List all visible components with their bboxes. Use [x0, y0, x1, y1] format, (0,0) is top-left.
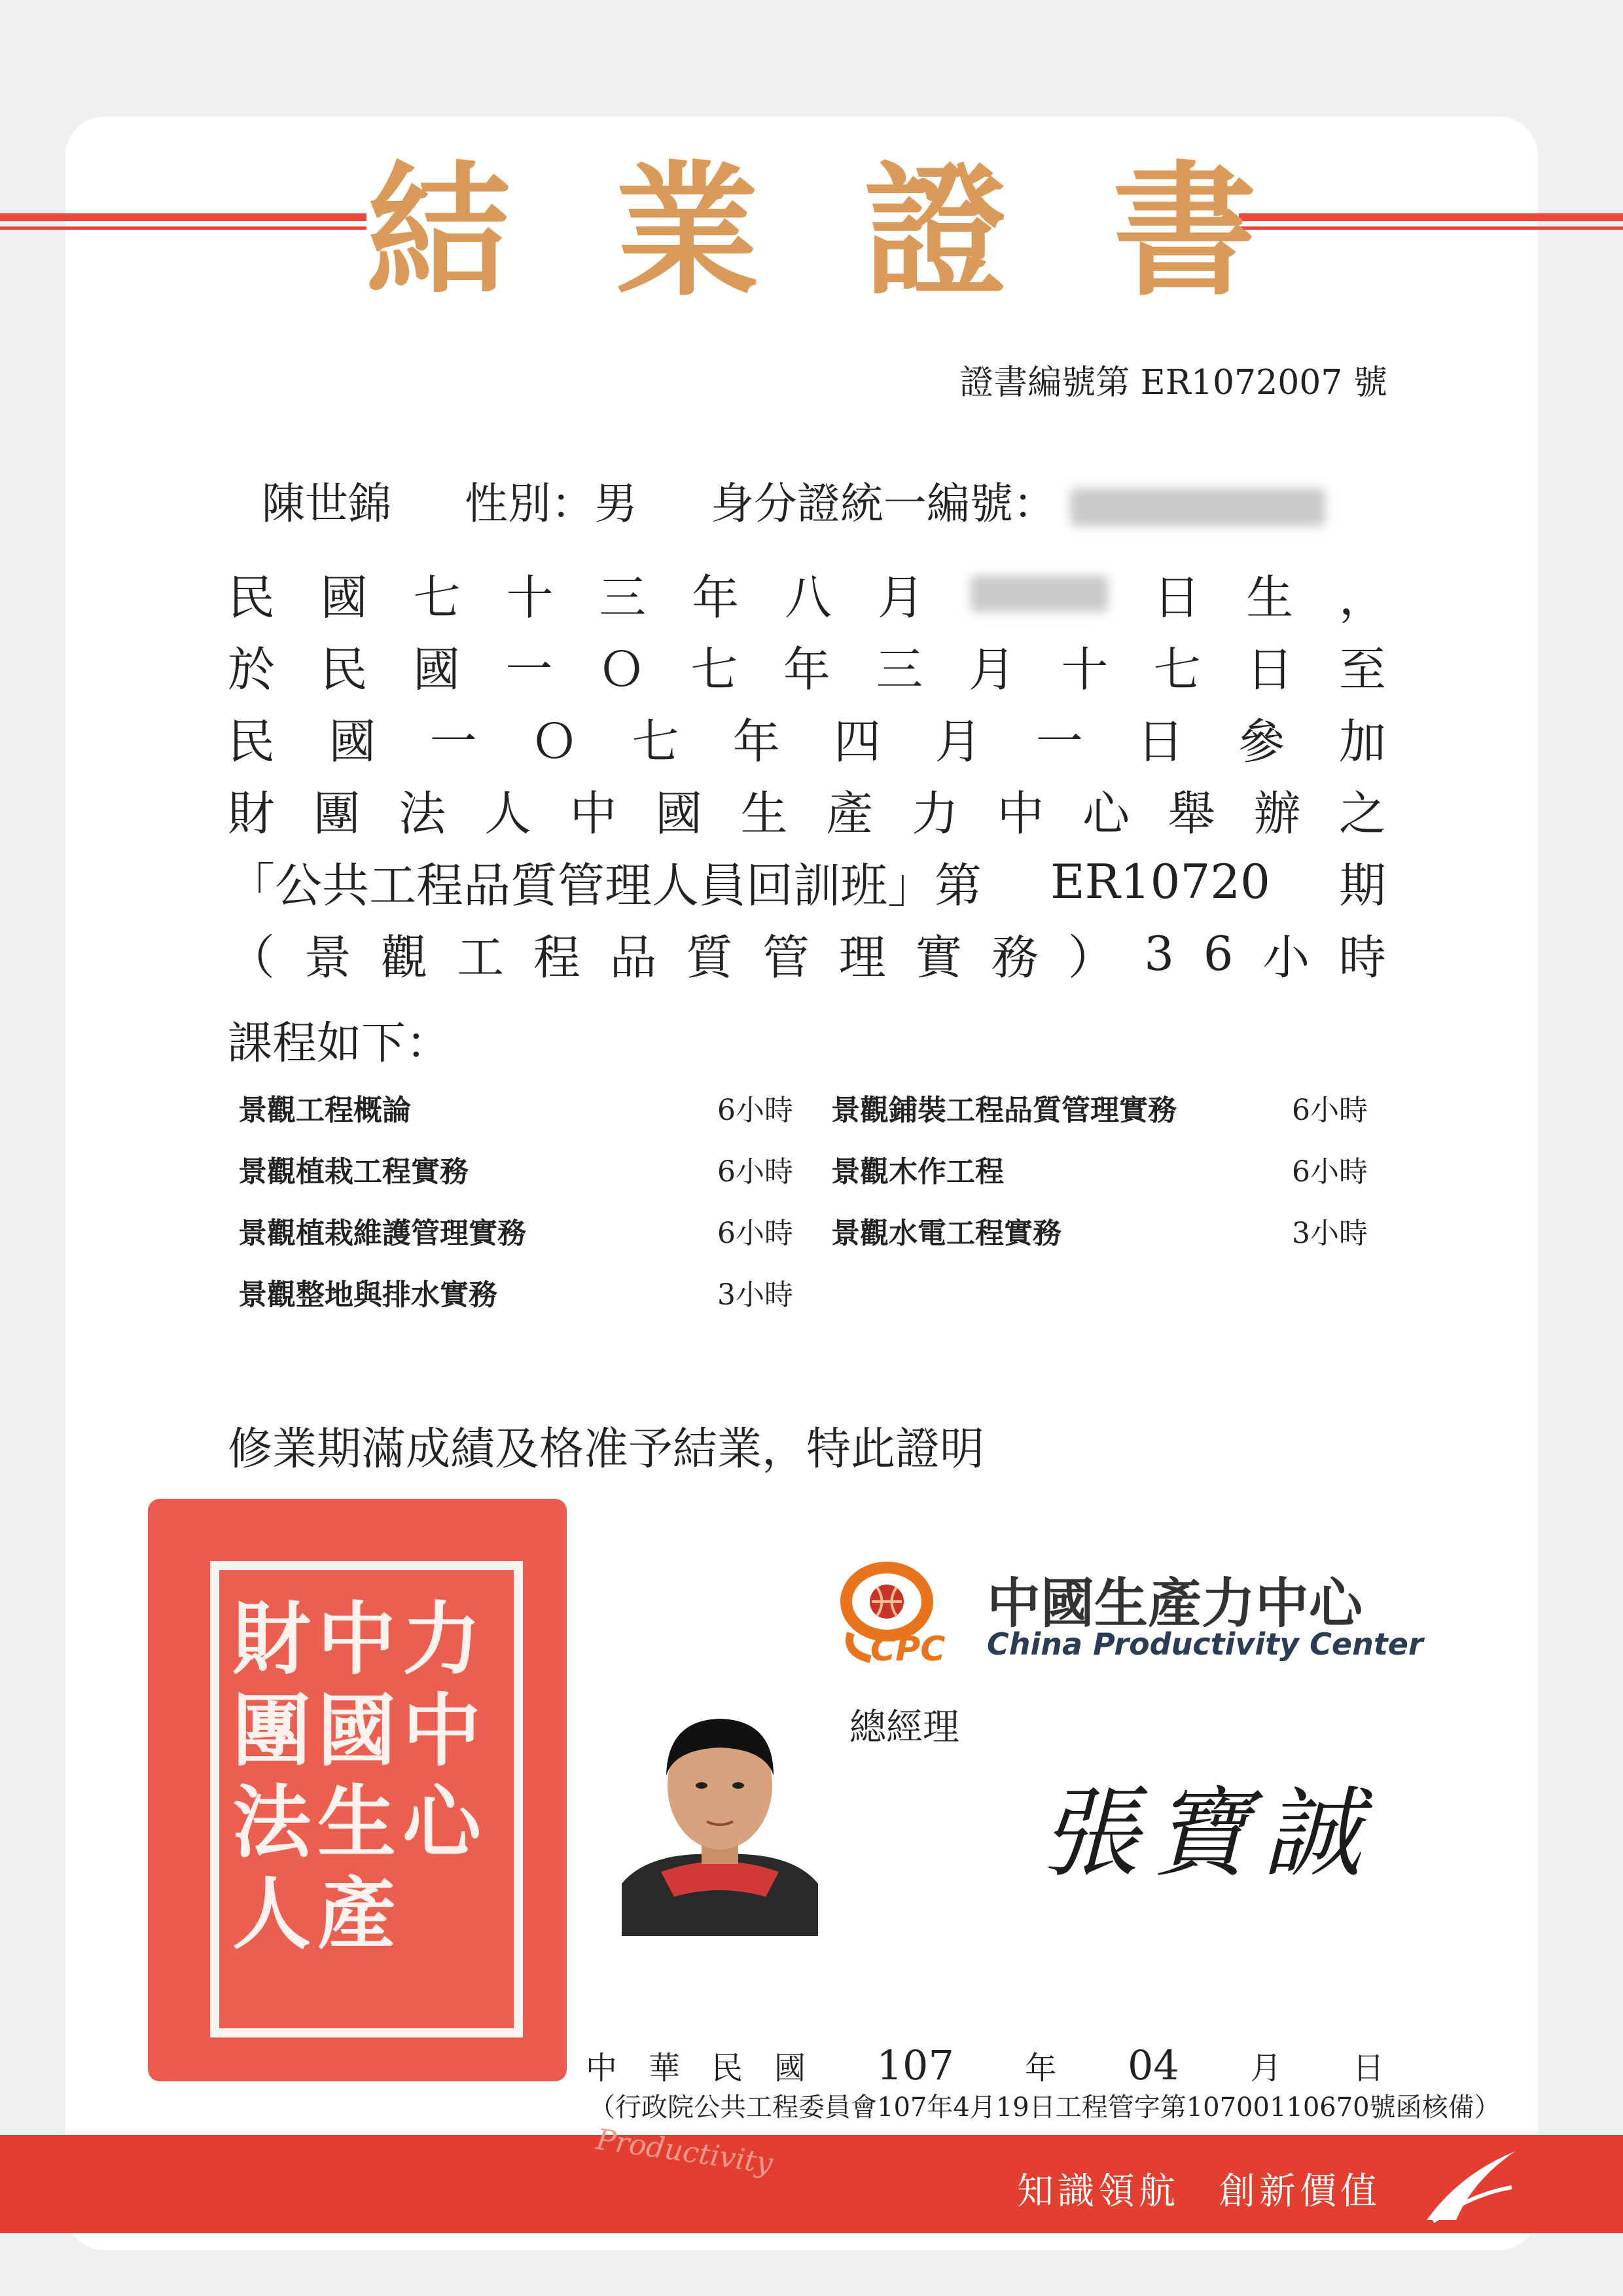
body-text: ， [1338, 570, 1386, 625]
certificate-title [366, 141, 1257, 315]
seal-char: 生 [317, 1776, 396, 1869]
body-text: 辦 [1253, 786, 1301, 841]
seal-char: 財 [232, 1593, 311, 1685]
body-text: 中 [997, 786, 1044, 841]
body-text: 觀 [380, 930, 428, 985]
body-text: 民 [228, 714, 276, 769]
body-text: 民 [320, 642, 368, 697]
signatory-signature: 張寶誠 [1041, 1777, 1375, 1891]
recipient-photo [622, 1687, 818, 1936]
date-month-label: 月 [1250, 2049, 1282, 2087]
redacted-id [1070, 488, 1325, 526]
course-name: 景觀整地與排水實務 [238, 1278, 497, 1312]
body-text: 景 [304, 930, 351, 985]
body-text: 日 [1246, 642, 1294, 697]
certificate-number: 證書編號第 ER1072007 號 [959, 363, 1387, 403]
body-text: 七 [632, 714, 679, 769]
body-row [228, 924, 1386, 983]
seal-char: 中 [317, 1593, 396, 1685]
body-text: 產 [826, 786, 874, 841]
body-text: 月 [935, 714, 982, 769]
seal-char: 心 [402, 1776, 481, 1869]
body-text: 七 [1153, 642, 1201, 697]
body-text: 管 [762, 930, 810, 985]
body-text: 力 [911, 786, 959, 841]
approval-note: （行政院公共工程委員會107年4月19日工程管字第10700110670號函核備） [589, 2092, 1501, 2123]
body-text: 生 [740, 786, 788, 841]
course-name: 景觀水電工程實務 [831, 1217, 1061, 1250]
body-text: 質 [686, 930, 734, 985]
body-text: 理 [838, 930, 886, 985]
body-text: 月 [968, 642, 1016, 697]
organization-name-en: China Productivity Center [987, 1626, 1423, 1662]
body-text: 國 [655, 786, 703, 841]
recipient-name: 陳世錦 [262, 478, 391, 529]
course-hours: 3小時 [1292, 1217, 1368, 1250]
cpc-logo-icon [831, 1561, 982, 1666]
recipient-id-label: 身分證統一編號： [710, 478, 1056, 529]
body-text: 團 [313, 786, 361, 841]
footer-watermark: Productivity [594, 2123, 775, 2181]
conclusion-text: 修業期滿成績及格准予結業，特此證明 [228, 1424, 985, 1475]
body-text: 6 [1203, 926, 1234, 981]
body-text: 3 [1144, 926, 1175, 981]
body-text: 三 [876, 642, 923, 697]
body-text: 民 [228, 570, 276, 625]
body-text: 實 [915, 930, 963, 985]
body-text: 八 [784, 570, 832, 625]
body-text: 程 [533, 930, 580, 985]
body-text: 一 [429, 714, 477, 769]
body-text: 期 [1338, 858, 1386, 913]
body-text: 生 [1246, 570, 1294, 625]
body-text: 人 [484, 786, 531, 841]
course-hours: 6小時 [717, 1217, 793, 1250]
body-text: 至 [1338, 642, 1386, 697]
body-text: 年 [732, 714, 780, 769]
title-char: 證 [863, 146, 1008, 315]
course-hours: 6小時 [717, 1155, 793, 1189]
course-hours: 6小時 [1292, 1155, 1368, 1189]
footer-slogan [1017, 2162, 1381, 2215]
body-text: 工 [457, 930, 505, 985]
body-text: ER10720 [1050, 854, 1270, 909]
body-text: 務 [991, 930, 1039, 985]
footer-band [0, 2135, 1623, 2233]
body-text: 一 [1035, 714, 1083, 769]
body-row [228, 636, 1386, 695]
course-name: 景觀木作工程 [831, 1155, 1004, 1189]
body-text: 七 [413, 570, 461, 625]
body-text: 七 [690, 642, 738, 697]
body-text: 三 [599, 570, 647, 625]
body-text: 小 [1262, 930, 1310, 985]
body-text: 國 [412, 642, 460, 697]
body-text: 加 [1338, 714, 1386, 769]
body-text: 心 [1082, 786, 1130, 841]
signatory-title: 總經理 [849, 1706, 959, 1749]
body-text: 法 [399, 786, 446, 841]
redacted-birth-day [971, 575, 1108, 612]
body-text: 日 [1137, 714, 1185, 769]
recipient-gender: 性別：男 [464, 478, 637, 529]
date-day-label: 日 [1352, 2049, 1384, 2087]
body-text: 十 [1061, 642, 1109, 697]
body-text: 時 [1338, 930, 1386, 985]
body-text: Ｏ [531, 714, 579, 769]
organization-name-zh: 中國生產力中心 [987, 1572, 1363, 1635]
body-row [228, 852, 1386, 911]
title-char: 書 [1112, 146, 1257, 315]
seal-frame [210, 1561, 523, 2037]
course-hours: 6小時 [717, 1094, 793, 1127]
body-text: 財 [228, 786, 276, 841]
body-text: 年 [692, 570, 740, 625]
seal-char: 人 [232, 1868, 311, 1960]
svg-text:CPC: CPC [870, 1630, 946, 1666]
course-name: 景觀鋪裝工程品質管理實務 [831, 1094, 1177, 1127]
seal-char: 國 [317, 1685, 396, 1777]
seal-char: 中 [402, 1685, 481, 1777]
body-text: 參 [1238, 714, 1285, 769]
body-text: 「公共工程品質管理人員回訓班」第 [228, 858, 982, 913]
body-text: Ｏ [597, 642, 645, 697]
title-char: 結 [366, 146, 511, 315]
body-text: ） [1067, 930, 1115, 985]
title-char: 業 [615, 146, 759, 315]
date-prefix: 中 華 民 國 [586, 2049, 806, 2087]
body-row [228, 564, 1386, 623]
body-row [228, 708, 1386, 767]
body-text: 之 [1338, 786, 1386, 841]
body-text: 年 [783, 642, 830, 697]
body-row [228, 780, 1386, 839]
body-text: 中 [569, 786, 617, 841]
body-text: 四 [834, 714, 882, 769]
seal-char: 法 [232, 1776, 311, 1869]
course-hours: 6小時 [1292, 1094, 1368, 1127]
seal-char: 團 [232, 1685, 311, 1777]
body-text: （ [228, 930, 276, 985]
organization-seal [148, 1499, 567, 2081]
date-year-label: 年 [1025, 2049, 1057, 2087]
recipient-line [262, 469, 1325, 531]
date-year: 107 [876, 2041, 954, 2089]
body-text: 舉 [1168, 786, 1215, 841]
date-month: 04 [1127, 2041, 1179, 2089]
seal-char: 力 [402, 1593, 481, 1685]
swoosh-icon [1420, 2148, 1518, 2223]
course-name: 景觀植栽維護管理實務 [238, 1217, 526, 1250]
seal-char: 產 [317, 1868, 396, 1960]
body-text: 日 [1153, 570, 1201, 625]
body-text: 一 [505, 642, 553, 697]
course-name: 景觀植栽工程實務 [238, 1155, 469, 1189]
body-text: 國 [320, 570, 368, 625]
body-text: 於 [228, 642, 276, 697]
course-name: 景觀工程概論 [238, 1094, 411, 1127]
body-text: 品 [609, 930, 657, 985]
slogan-1: 知識領航 [1017, 2170, 1179, 2213]
body-text: 十 [506, 570, 554, 625]
course-hours: 3小時 [717, 1278, 793, 1312]
slogan-2: 創新價值 [1219, 2170, 1381, 2213]
issue-date [586, 2042, 1384, 2088]
courses-intro: 課程如下： [228, 1018, 451, 1069]
body-text: 月 [877, 570, 925, 625]
body-text: 國 [329, 714, 376, 769]
